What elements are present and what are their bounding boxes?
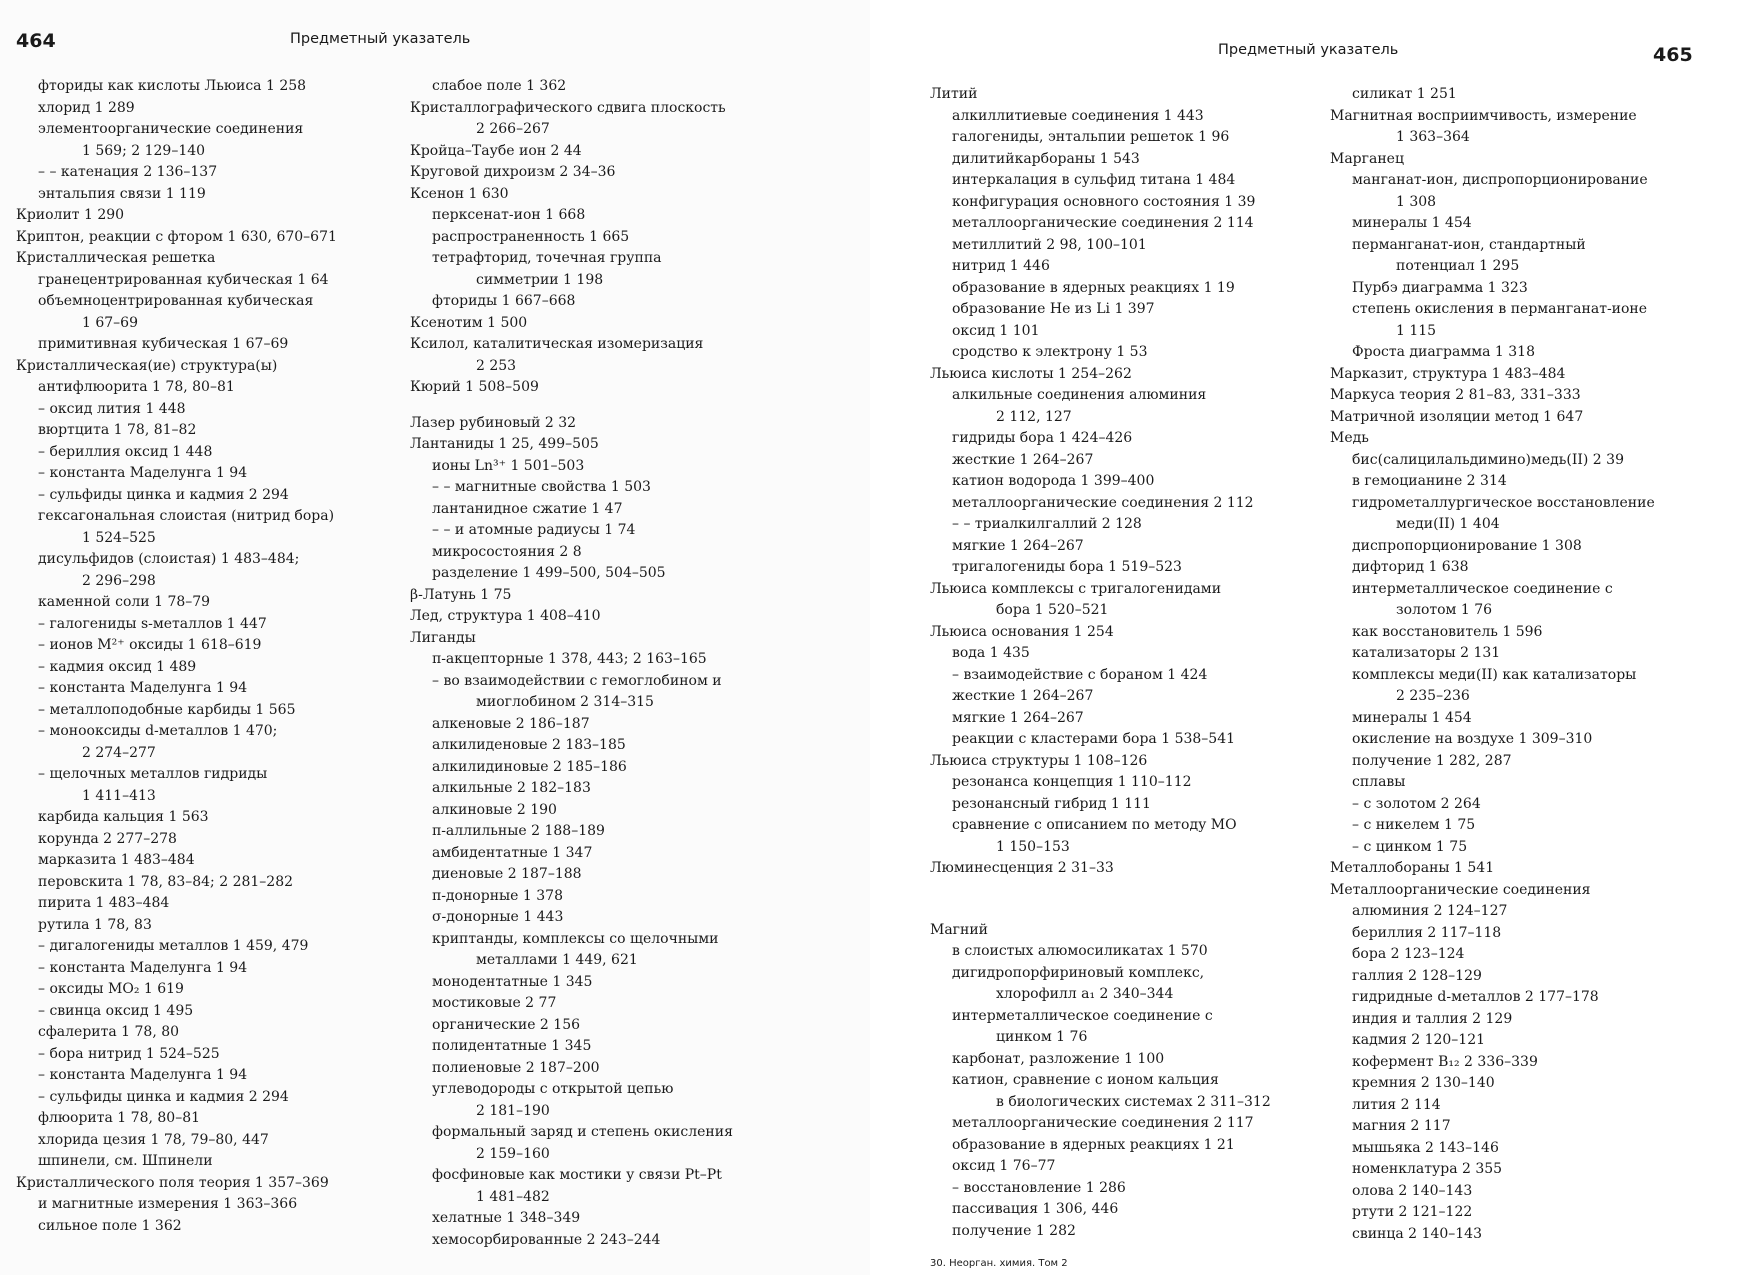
page-footer-note: 30. Неорган. химия. Том 2 bbox=[930, 1258, 1068, 1269]
index-entry: Ксенотим 1 500 bbox=[410, 314, 528, 331]
index-entry: Лиганды bbox=[410, 629, 476, 646]
index-subentry: силикат 1 251 bbox=[1352, 86, 1457, 102]
index-subentry: распространенность 1 665 bbox=[432, 228, 630, 245]
index-subentry: карбида кальция 1 563 bbox=[38, 809, 209, 825]
index-entry: Ксилол, каталитическая изомеризация bbox=[410, 336, 704, 352]
index-subentry: кадмия 2 120–121 bbox=[1352, 1032, 1486, 1048]
index-subentry: полидентатные 1 345 bbox=[432, 1038, 592, 1054]
index-subentry: металлами 1 449, 621 bbox=[476, 952, 638, 968]
index-subentry: сильное поле 1 362 bbox=[38, 1217, 182, 1234]
index-column-left-1 bbox=[16, 76, 416, 1237]
index-subentry: – константа Маделунга 1 94 bbox=[38, 465, 248, 481]
index-subentry: – – магнитные свойства 1 503 bbox=[432, 479, 651, 495]
index-subentry: хелатные 1 348–349 bbox=[432, 1210, 581, 1226]
index-subentry: ионы Ln³⁺ 1 501–503 bbox=[432, 457, 585, 474]
index-entry: Магнитная восприимчивость, измерение bbox=[1330, 107, 1637, 124]
spacer bbox=[410, 399, 810, 413]
index-subentry: – сульфиды цинка и кадмия 2 294 bbox=[38, 486, 289, 503]
index-subentry: золотом 1 76 bbox=[1396, 602, 1493, 618]
index-subentry: мягкие 1 264–267 bbox=[952, 537, 1084, 554]
index-subentry: хлорофилл a₁ 2 340–344 bbox=[996, 986, 1174, 1002]
index-entry: Маркуса теория 2 81–83, 331–333 bbox=[1330, 387, 1581, 403]
index-subentry: – константа Маделунга 1 94 bbox=[38, 959, 248, 976]
index-subentry: резонанса концепция 1 110–112 bbox=[952, 774, 1192, 790]
index-subentry: магния 2 117 bbox=[1352, 1118, 1451, 1134]
index-subentry: микросостояния 2 8 bbox=[432, 543, 582, 560]
index-entry: Кристаллографического сдвига плоскость bbox=[410, 99, 726, 116]
index-subentry: амбидентатные 1 347 bbox=[432, 844, 593, 861]
index-subentry: углеводороды с открытой цепью bbox=[432, 1081, 674, 1097]
index-column-right-1 bbox=[930, 84, 1330, 1242]
left-page bbox=[0, 0, 870, 1275]
index-subentry: органические 2 156 bbox=[432, 1016, 581, 1033]
index-subentry: фосфиновые как мостики у связи Pt–Pt bbox=[432, 1167, 722, 1183]
index-subentry: – металлоподобные карбиды 1 565 bbox=[38, 701, 296, 718]
index-subentry: пассивация 1 306, 446 bbox=[952, 1201, 1119, 1217]
index-subentry: сравнение с описанием по методу МО bbox=[952, 817, 1237, 833]
index-subentry: дигидропорфириновый комплекс, bbox=[952, 964, 1205, 981]
index-subentry: 1 150–153 bbox=[996, 838, 1070, 855]
index-entry: Марганец bbox=[1330, 150, 1404, 167]
index-entry: Металлоорганические соединения bbox=[1330, 881, 1591, 898]
index-subentry: интерметаллическое соединение с bbox=[952, 1007, 1213, 1024]
index-subentry: 2 296–298 bbox=[82, 572, 156, 589]
index-subentry: дифторид 1 638 bbox=[1352, 559, 1469, 575]
index-subentry: лития 2 114 bbox=[1352, 1096, 1441, 1113]
index-subentry: свинца 2 140–143 bbox=[1352, 1225, 1482, 1242]
index-subentry: конфигурация основного состояния 1 39 bbox=[952, 193, 1256, 210]
index-subentry: примитивная кубическая 1 67–69 bbox=[38, 336, 289, 352]
index-entry: Круговой дихроизм 2 34–36 bbox=[410, 164, 616, 180]
index-subentry: алкильные соединения алюминия bbox=[952, 387, 1207, 403]
index-entry: Криптон, реакции с фтором 1 630, 670–671 bbox=[16, 228, 337, 245]
index-subentry: хлорид 1 289 bbox=[38, 99, 135, 116]
index-subentry: галлия 2 128–129 bbox=[1352, 967, 1482, 984]
index-subentry: вода 1 435 bbox=[952, 645, 1030, 661]
index-subentry: – с никелем 1 75 bbox=[1352, 817, 1476, 833]
index-subentry: кофермент B₁₂ 2 336–339 bbox=[1352, 1053, 1538, 1070]
index-subentry: – свинца оксид 1 495 bbox=[38, 1002, 194, 1019]
index-entry: Медь bbox=[1330, 430, 1369, 446]
index-subentry: – галогениды s-металлов 1 447 bbox=[38, 615, 267, 632]
index-subentry: алкиновые 2 190 bbox=[432, 801, 557, 818]
index-subentry: дилитийкарбораны 1 543 bbox=[952, 150, 1140, 167]
index-subentry: корунда 2 277–278 bbox=[38, 830, 177, 847]
index-subentry: флюорита 1 78, 80–81 bbox=[38, 1110, 201, 1126]
index-subentry: алюминия 2 124–127 bbox=[1352, 903, 1508, 919]
index-subentry: катион водорода 1 399–400 bbox=[952, 473, 1155, 489]
index-subentry: – оксиды MO₂ 1 619 bbox=[38, 981, 184, 997]
index-subentry: σ-донорные 1 443 bbox=[432, 909, 564, 925]
index-subentry: минералы 1 454 bbox=[1352, 709, 1472, 726]
index-subentry: 1 115 bbox=[1396, 322, 1437, 339]
index-subentry: Фроста диаграмма 1 318 bbox=[1352, 344, 1535, 360]
index-subentry: манганат-ион, диспропорционирование bbox=[1352, 172, 1648, 188]
index-subentry: – кадмия оксид 1 489 bbox=[38, 658, 197, 675]
index-subentry: резонансный гибрид 1 111 bbox=[952, 795, 1151, 812]
index-subentry: элементоорганические соединения bbox=[38, 121, 304, 137]
index-subentry: меди(II) 1 404 bbox=[1396, 516, 1500, 532]
index-subentry: индия и таллия 2 129 bbox=[1352, 1010, 1513, 1027]
index-entry: Кройца–Таубе ион 2 44 bbox=[410, 142, 582, 159]
index-subentry: катион, сравнение с ионом кальция bbox=[952, 1072, 1219, 1088]
index-subentry: хлорида цезия 1 78, 79–80, 447 bbox=[38, 1131, 269, 1148]
index-subentry: дисульфидов (слоистая) 1 483–484; bbox=[38, 551, 300, 567]
index-subentry: – с цинком 1 75 bbox=[1352, 838, 1468, 855]
index-subentry: гидриды бора 1 424–426 bbox=[952, 430, 1133, 446]
index-subentry: – монооксиды d-металлов 1 470; bbox=[38, 723, 278, 739]
index-entry: Льюиса кислоты 1 254–262 bbox=[930, 365, 1132, 382]
index-subentry: π-аллильные 2 188–189 bbox=[432, 823, 605, 839]
index-subentry: в слоистых алюмосиликатах 1 570 bbox=[952, 943, 1208, 959]
index-subentry: симметрии 1 198 bbox=[476, 271, 604, 288]
index-subentry: 2 112, 127 bbox=[996, 408, 1072, 425]
index-subentry: – во взаимодействии с гемоглобином и bbox=[432, 672, 722, 689]
index-subentry: бора 2 123–124 bbox=[1352, 946, 1465, 962]
index-subentry: сплавы bbox=[1352, 774, 1406, 790]
index-subentry: гранецентрированная кубическая 1 64 bbox=[38, 271, 329, 288]
right-page bbox=[870, 0, 1754, 1275]
index-subentry: 1 363–364 bbox=[1396, 129, 1470, 145]
index-subentry: – восстановление 1 286 bbox=[952, 1179, 1126, 1196]
index-subentry: перовскита 1 78, 83–84; 2 281–282 bbox=[38, 873, 294, 890]
index-subentry: пирита 1 483–484 bbox=[38, 895, 170, 911]
page-number-right: 465 bbox=[1653, 44, 1693, 66]
index-subentry: – – катенация 2 136–137 bbox=[38, 164, 218, 180]
index-subentry: нитрид 1 446 bbox=[952, 258, 1050, 274]
index-subentry: энтальпия связи 1 119 bbox=[38, 185, 206, 202]
index-subentry: – – и атомные радиусы 1 74 bbox=[432, 522, 636, 538]
index-subentry: разделение 1 499–500, 504–505 bbox=[432, 565, 666, 581]
index-subentry: сфалерита 1 78, 80 bbox=[38, 1024, 180, 1040]
index-subentry: слабое поле 1 362 bbox=[432, 78, 567, 94]
index-subentry: объемноцентрированная кубическая bbox=[38, 293, 314, 309]
index-subentry: олова 2 140–143 bbox=[1352, 1182, 1473, 1199]
index-subentry: окисление на воздухе 1 309–310 bbox=[1352, 731, 1593, 747]
index-subentry: степень окисления в перманганат-ионе bbox=[1352, 301, 1648, 317]
index-subentry: диспропорционирование 1 308 bbox=[1352, 537, 1582, 554]
index-subentry: металлоорганические соединения 2 114 bbox=[952, 215, 1254, 231]
index-subentry: алкильные 2 182–183 bbox=[432, 780, 591, 796]
index-subentry: 1 308 bbox=[1396, 193, 1437, 210]
index-entry: Магний bbox=[930, 921, 989, 938]
index-subentry: хемосорбированные 2 243–244 bbox=[432, 1231, 661, 1248]
index-subentry: и магнитные измерения 1 363–366 bbox=[38, 1196, 298, 1212]
index-subentry: метиллитий 2 98, 100–101 bbox=[952, 236, 1147, 253]
index-subentry: диеновые 2 187–188 bbox=[432, 866, 582, 882]
index-entry: Лантаниды 1 25, 499–505 bbox=[410, 436, 599, 452]
index-subentry: образование в ядерных реакциях 1 21 bbox=[952, 1136, 1235, 1153]
index-subentry: номенклатура 2 355 bbox=[1352, 1161, 1503, 1177]
index-subentry: мягкие 1 264–267 bbox=[952, 709, 1084, 726]
index-subentry: 2 159–160 bbox=[476, 1145, 550, 1162]
index-entry: Литий bbox=[930, 86, 978, 102]
index-entry: Кристаллического поля теория 1 357–369 bbox=[16, 1174, 329, 1191]
index-subentry: вюртцита 1 78, 81–82 bbox=[38, 422, 197, 438]
index-subentry: 1 569; 2 129–140 bbox=[82, 142, 206, 159]
index-subentry: монодентатные 1 345 bbox=[432, 973, 593, 990]
page-number-left: 464 bbox=[16, 30, 56, 52]
index-entry: β-Латунь 1 75 bbox=[410, 586, 512, 603]
index-subentry: жесткие 1 264–267 bbox=[952, 688, 1094, 704]
index-entry: Ксенон 1 630 bbox=[410, 185, 509, 202]
index-subentry: катализаторы 2 131 bbox=[1352, 645, 1501, 661]
index-subentry: π-акцепторные 1 378, 443; 2 163–165 bbox=[432, 651, 707, 667]
index-subentry: рутила 1 78, 83 bbox=[38, 916, 152, 933]
index-subentry: фториды как кислоты Льюиса 1 258 bbox=[38, 78, 307, 94]
index-entry: Матричной изоляции метод 1 647 bbox=[1330, 408, 1584, 425]
index-subentry: – дигалогениды металлов 1 459, 479 bbox=[38, 938, 309, 954]
index-subentry: минералы 1 454 bbox=[1352, 215, 1472, 231]
index-subentry: интеркалация в сульфид титана 1 484 bbox=[952, 172, 1236, 188]
index-subentry: тетрафторид, точечная группа bbox=[432, 250, 662, 266]
index-subentry: – с золотом 2 264 bbox=[1352, 795, 1481, 812]
index-subentry: 2 253 bbox=[476, 357, 517, 374]
index-subentry: в биологических системах 2 311–312 bbox=[996, 1093, 1271, 1110]
index-subentry: образование He из Li 1 397 bbox=[952, 301, 1155, 317]
index-subentry: 1 481–482 bbox=[476, 1188, 550, 1205]
index-subentry: потенциал 1 295 bbox=[1396, 258, 1520, 274]
index-subentry: 2 235–236 bbox=[1396, 688, 1470, 704]
index-subentry: металлоорганические соединения 2 112 bbox=[952, 494, 1254, 511]
index-subentry: получение 1 282 bbox=[952, 1222, 1076, 1239]
index-subentry: – бора нитрид 1 524–525 bbox=[38, 1045, 220, 1062]
index-entry: Лазер рубиновый 2 32 bbox=[410, 414, 577, 431]
index-subentry: бис(салицилальдимино)медь(II) 2 39 bbox=[1352, 451, 1624, 468]
index-subentry: 1 411–413 bbox=[82, 787, 156, 804]
spacer bbox=[930, 880, 1330, 920]
index-subentry: образование в ядерных реакциях 1 19 bbox=[952, 279, 1235, 296]
index-subentry: – щелочных металлов гидриды bbox=[38, 766, 268, 782]
index-subentry: лантанидное сжатие 1 47 bbox=[432, 500, 623, 517]
index-subentry: комплексы меди(II) как катализаторы bbox=[1352, 666, 1637, 683]
index-column-left-2 bbox=[410, 76, 810, 1251]
index-subentry: – взаимодействие с бораном 1 424 bbox=[952, 666, 1208, 683]
index-entry: Льюиса структуры 1 108–126 bbox=[930, 752, 1148, 769]
index-column-right-2 bbox=[1330, 84, 1730, 1245]
index-subentry: миоглобином 2 314–315 bbox=[476, 694, 654, 710]
running-header-right: Предметный указатель bbox=[1218, 42, 1399, 58]
index-subentry: – оксид лития 1 448 bbox=[38, 400, 186, 417]
index-subentry: антифлюорита 1 78, 80–81 bbox=[38, 379, 235, 395]
index-subentry: гидридные d-металлов 2 177–178 bbox=[1352, 989, 1599, 1005]
index-entry: Люминесценция 2 31–33 bbox=[930, 860, 1114, 876]
index-subentry: мышьяка 2 143–146 bbox=[1352, 1139, 1499, 1156]
index-entry: Льюиса основания 1 254 bbox=[930, 623, 1114, 640]
index-subentry: 2 266–267 bbox=[476, 121, 550, 137]
index-entry: Металлобораны 1 541 bbox=[1330, 860, 1495, 876]
index-subentry: – сульфиды цинка и кадмия 2 294 bbox=[38, 1088, 289, 1105]
index-subentry: перксенат-ион 1 668 bbox=[432, 207, 586, 223]
index-subentry: перманганат-ион, стандартный bbox=[1352, 236, 1586, 253]
index-subentry: – – триалкилгаллий 2 128 bbox=[952, 516, 1142, 532]
index-subentry: как восстановитель 1 596 bbox=[1352, 623, 1543, 640]
index-subentry: жесткие 1 264–267 bbox=[952, 451, 1094, 468]
index-subentry: кремния 2 130–140 bbox=[1352, 1075, 1495, 1091]
index-entry: Кюрий 1 508–509 bbox=[410, 379, 539, 395]
index-subentry: марказита 1 483–484 bbox=[38, 852, 195, 868]
index-subentry: 2 181–190 bbox=[476, 1102, 550, 1119]
index-subentry: цинком 1 76 bbox=[996, 1029, 1088, 1045]
running-header-left: Предметный указатель bbox=[290, 31, 471, 47]
index-subentry: ртути 2 121–122 bbox=[1352, 1204, 1473, 1220]
index-subentry: галогениды, энтальпии решеток 1 96 bbox=[952, 129, 1230, 145]
index-subentry: тригалогениды бора 1 519–523 bbox=[952, 559, 1182, 575]
index-subentry: формальный заряд и степень окисления bbox=[432, 1124, 733, 1140]
index-subentry: Пурбэ диаграмма 1 323 bbox=[1352, 279, 1528, 296]
index-subentry: мостиковые 2 77 bbox=[432, 995, 557, 1011]
index-subentry: 1 524–525 bbox=[82, 529, 156, 546]
index-subentry: реакции с кластерами бора 1 538–541 bbox=[952, 731, 1236, 747]
index-subentry: 1 67–69 bbox=[82, 314, 138, 331]
index-entry: Лед, структура 1 408–410 bbox=[410, 608, 601, 624]
index-entry: Льюиса комплексы с тригалогенидами bbox=[930, 580, 1222, 597]
index-subentry: алкеновые 2 186–187 bbox=[432, 715, 590, 732]
index-subentry: π-донорные 1 378 bbox=[432, 887, 563, 904]
index-subentry: алкилиденовые 2 183–185 bbox=[432, 737, 626, 753]
index-subentry: гексагональная слоистая (нитрид бора) bbox=[38, 508, 335, 524]
index-subentry: – ионов M²⁺ оксиды 1 618–619 bbox=[38, 637, 262, 653]
index-subentry: – константа Маделунга 1 94 bbox=[38, 1067, 248, 1083]
index-subentry: оксид 1 76–77 bbox=[952, 1158, 1056, 1174]
index-subentry: – бериллия оксид 1 448 bbox=[38, 443, 213, 460]
index-subentry: оксид 1 101 bbox=[952, 322, 1040, 339]
index-entry: Кристаллическая(ие) структура(ы) bbox=[16, 357, 278, 374]
index-subentry: фториды 1 667–668 bbox=[432, 293, 576, 309]
index-subentry: сродство к электрону 1 53 bbox=[952, 344, 1148, 360]
index-subentry: металлоорганические соединения 2 117 bbox=[952, 1115, 1254, 1131]
index-subentry: бериллия 2 117–118 bbox=[1352, 924, 1502, 941]
index-subentry: – константа Маделунга 1 94 bbox=[38, 680, 248, 696]
index-subentry: алкиллитиевые соединения 1 443 bbox=[952, 107, 1204, 124]
index-subentry: интерметаллическое соединение с bbox=[1352, 580, 1613, 597]
index-subentry: гидрометаллургическое восстановление bbox=[1352, 494, 1655, 511]
index-subentry: в гемоцианине 2 314 bbox=[1352, 473, 1507, 489]
index-entry: Марказит, структура 1 483–484 bbox=[1330, 365, 1566, 382]
index-subentry: каменной соли 1 78–79 bbox=[38, 594, 211, 610]
index-entry: Криолит 1 290 bbox=[16, 207, 125, 223]
index-subentry: карбонат, разложение 1 100 bbox=[952, 1050, 1165, 1067]
index-subentry: 2 274–277 bbox=[82, 744, 156, 761]
index-entry: Кристаллическая решетка bbox=[16, 250, 216, 266]
index-subentry: криптанды, комплексы со щелочными bbox=[432, 930, 719, 947]
index-subentry: полиеновые 2 187–200 bbox=[432, 1059, 600, 1076]
index-subentry: получение 1 282, 287 bbox=[1352, 752, 1512, 769]
index-subentry: шпинели, см. Шпинели bbox=[38, 1153, 213, 1169]
index-subentry: алкилидиновые 2 185–186 bbox=[432, 758, 627, 775]
index-subentry: бора 1 520–521 bbox=[996, 602, 1109, 618]
